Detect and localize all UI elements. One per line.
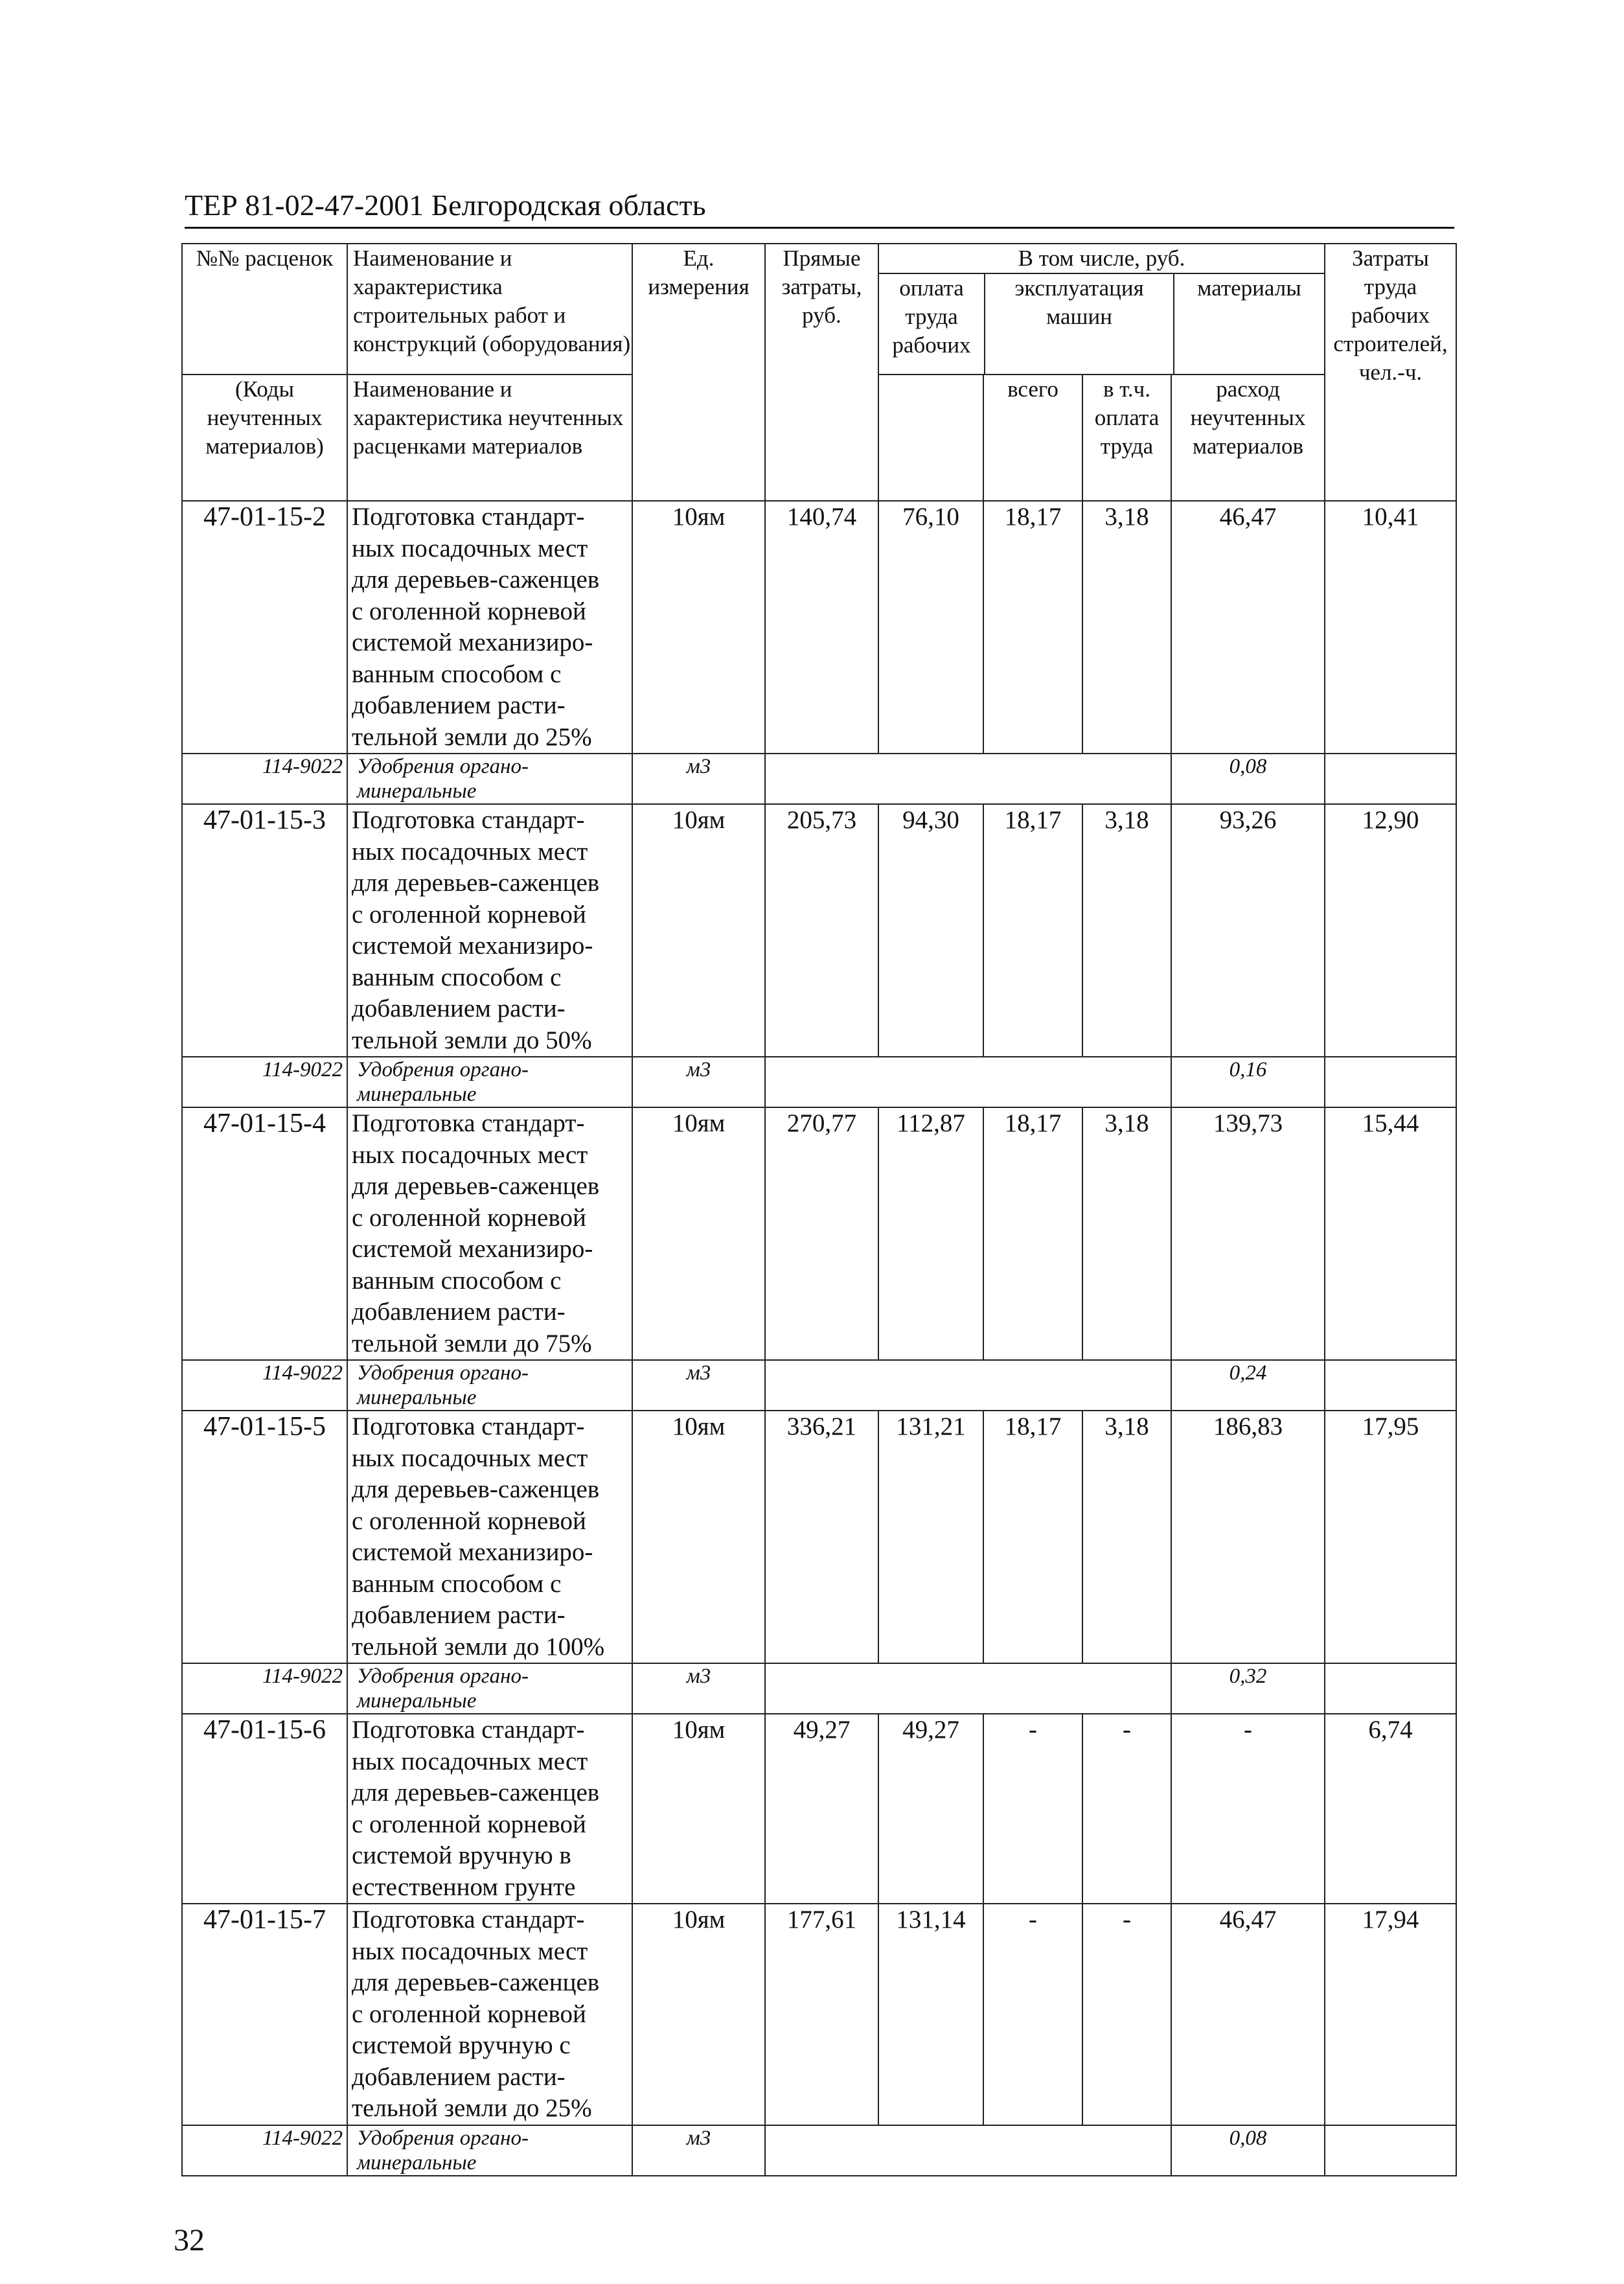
rate-machines-total: 18,17: [983, 501, 1082, 754]
rate-machines-total: 18,17: [983, 1411, 1082, 1663]
material-code: 114-9022: [182, 1663, 347, 1714]
material-name: Удобрения органо- минеральные: [347, 1057, 632, 1107]
header-code-bottom: (Коды неучтенных материалов): [182, 375, 347, 501]
material-hours-blank: [1325, 754, 1456, 804]
material-code: 114-9022: [182, 1360, 347, 1411]
material-hours-blank: [1325, 1057, 1456, 1107]
material-hours-blank: [1325, 1360, 1456, 1411]
header-labor-hours: Затраты труда рабочих строителей, чел.-ч.: [1325, 244, 1456, 501]
rate-labor-hours: 17,94: [1325, 1904, 1456, 2125]
rate-labor-pay: 76,10: [878, 501, 983, 754]
rate-labor-pay: 49,27: [878, 1714, 983, 1904]
header-name-top: Наименование и характеристика строительных работ и конструкций (оборудования): [347, 244, 632, 375]
header-name-bottom: Наименование и характеристика неучтенных расценками материалов: [347, 375, 632, 501]
rate-materials: 46,47: [1171, 501, 1325, 754]
rate-direct-cost: 49,27: [765, 1714, 878, 1904]
rate-row: [182, 1107, 1456, 1360]
material-name: Удобрения органо- минеральные: [347, 754, 632, 804]
rate-direct-cost: 336,21: [765, 1411, 878, 1663]
material-hours-blank: [1325, 1663, 1456, 1714]
header-rule: [185, 227, 1454, 229]
rate-unit: 10ям: [632, 1714, 765, 1904]
rate-labor-pay: 131,14: [878, 1904, 983, 2125]
rate-code: 47-01-15-3: [182, 804, 347, 1057]
material-blank: [765, 2125, 1171, 2176]
rate-machines-labor: 3,18: [1082, 501, 1171, 754]
header-unit: Ед. измерения: [632, 244, 765, 501]
rate-labor-hours: 12,90: [1325, 804, 1456, 1057]
rate-name: Подготовка стандарт- ных посадочных мест для деревьев-саженцев с оголенной корневой системой механизиро- ванным способом с добавлением расти- тельной земли до 100%: [347, 1411, 632, 1663]
rate-labor-hours: 6,74: [1325, 1714, 1456, 1904]
rate-name: Подготовка стандарт- ных посадочных мест для деревьев-саженцев с оголенной корневой системой механизиро- ванным способом с добавлением расти- тельной земли до 25%: [347, 501, 632, 754]
rate-labor-pay: 112,87: [878, 1107, 983, 1360]
material-name: Удобрения органо- минеральные: [347, 2125, 632, 2176]
rate-code: 47-01-15-6: [182, 1714, 347, 1904]
rate-labor-pay: 131,21: [878, 1411, 983, 1663]
rate-materials: 93,26: [1171, 804, 1325, 1057]
rate-unit: 10ям: [632, 501, 765, 754]
material-blank: [765, 1663, 1171, 1714]
rate-machines-total: -: [983, 1714, 1082, 1904]
material-code: 114-9022: [182, 2125, 347, 2176]
rate-labor-hours: 15,44: [1325, 1107, 1456, 1360]
material-row: [182, 754, 1456, 804]
rate-row: [182, 501, 1456, 754]
rate-direct-cost: 177,61: [765, 1904, 878, 2125]
rate-machines-total: -: [983, 1904, 1082, 2125]
header-incl: В том числе, руб.: [879, 244, 1324, 274]
rate-materials: -: [1171, 1714, 1325, 1904]
page-header-title: ТЕР 81-02-47-2001 Белгородская область: [185, 189, 706, 222]
rate-direct-cost: 270,77: [765, 1107, 878, 1360]
material-row: [182, 1057, 1456, 1107]
rate-labor-pay: 94,30: [878, 804, 983, 1057]
rates-table: [181, 243, 1457, 2176]
rate-code: 47-01-15-7: [182, 1904, 347, 2125]
header-labor-pay: оплата труда рабочих: [879, 274, 985, 374]
rate-row: [182, 1904, 1456, 2125]
rate-name: Подготовка стандарт- ных посадочных мест для деревьев-саженцев с оголенной корневой системой вручную в естественном грунте: [347, 1714, 632, 1904]
header-machines-total: всего: [983, 375, 1082, 501]
rate-code: 47-01-15-4: [182, 1107, 347, 1360]
header-machines-labor: в т.ч. оплата труда: [1082, 375, 1171, 501]
material-qty: 0,08: [1171, 754, 1325, 804]
material-unit: м3: [632, 2125, 765, 2176]
rate-row: [182, 1411, 1456, 1663]
material-hours-blank: [1325, 2125, 1456, 2176]
material-qty: 0,16: [1171, 1057, 1325, 1107]
rate-labor-hours: 17,95: [1325, 1411, 1456, 1663]
material-name: Удобрения органо- минеральные: [347, 1663, 632, 1714]
material-blank: [765, 1057, 1171, 1107]
rate-name: Подготовка стандарт- ных посадочных мест для деревьев-саженцев с оголенной корневой системой вручную с добавлением расти- тельной земли до 25%: [347, 1904, 632, 2125]
material-row: [182, 2125, 1456, 2176]
material-unit: м3: [632, 1360, 765, 1411]
material-blank: [765, 754, 1171, 804]
header-code-top: №№ расценок: [182, 244, 347, 375]
header-machines: эксплуатация машин: [985, 274, 1174, 374]
material-code: 114-9022: [182, 1057, 347, 1107]
header-materials-unaccounted: расход неучтенных материалов: [1171, 375, 1325, 501]
rate-materials: 46,47: [1171, 1904, 1325, 2125]
material-unit: м3: [632, 1663, 765, 1714]
material-code: 114-9022: [182, 754, 347, 804]
rate-name: Подготовка стандарт- ных посадочных мест для деревьев-саженцев с оголенной корневой системой механизиро- ванным способом с добавлением расти- тельной земли до 75%: [347, 1107, 632, 1360]
header-direct-cost: Прямые затраты, руб.: [765, 244, 878, 501]
rate-labor-hours: 10,41: [1325, 501, 1456, 754]
material-unit: м3: [632, 1057, 765, 1107]
rate-machines-labor: 3,18: [1082, 804, 1171, 1057]
material-blank: [765, 1360, 1171, 1411]
rate-machines-labor: 3,18: [1082, 1411, 1171, 1663]
rate-direct-cost: 205,73: [765, 804, 878, 1057]
header-materials: материалы: [1197, 275, 1301, 301]
rate-machines-labor: -: [1082, 1714, 1171, 1904]
rate-machines-total: 18,17: [983, 1107, 1082, 1360]
rate-unit: 10ям: [632, 804, 765, 1057]
rate-unit: 10ям: [632, 1904, 765, 2125]
rate-machines-labor: -: [1082, 1904, 1171, 2125]
rate-name: Подготовка стандарт- ных посадочных мест для деревьев-саженцев с оголенной корневой системой механизиро- ванным способом с добавлением расти- тельной земли до 50%: [347, 804, 632, 1057]
material-qty: 0,32: [1171, 1663, 1325, 1714]
rate-unit: 10ям: [632, 1411, 765, 1663]
rate-unit: 10ям: [632, 1107, 765, 1360]
material-qty: 0,24: [1171, 1360, 1325, 1411]
material-name: Удобрения органо- минеральные: [347, 1360, 632, 1411]
rate-machines-total: 18,17: [983, 804, 1082, 1057]
rate-code: 47-01-15-5: [182, 1411, 347, 1663]
rate-code: 47-01-15-2: [182, 501, 347, 754]
page-number: 32: [174, 2223, 205, 2257]
rate-machines-labor: 3,18: [1082, 1107, 1171, 1360]
material-unit: м3: [632, 754, 765, 804]
rate-row: [182, 1714, 1456, 1904]
rate-materials: 139,73: [1171, 1107, 1325, 1360]
rate-direct-cost: 140,74: [765, 501, 878, 754]
material-row: [182, 1663, 1456, 1714]
rate-materials: 186,83: [1171, 1411, 1325, 1663]
rate-row: [182, 804, 1456, 1057]
material-qty: 0,08: [1171, 2125, 1325, 2176]
material-row: [182, 1360, 1456, 1411]
